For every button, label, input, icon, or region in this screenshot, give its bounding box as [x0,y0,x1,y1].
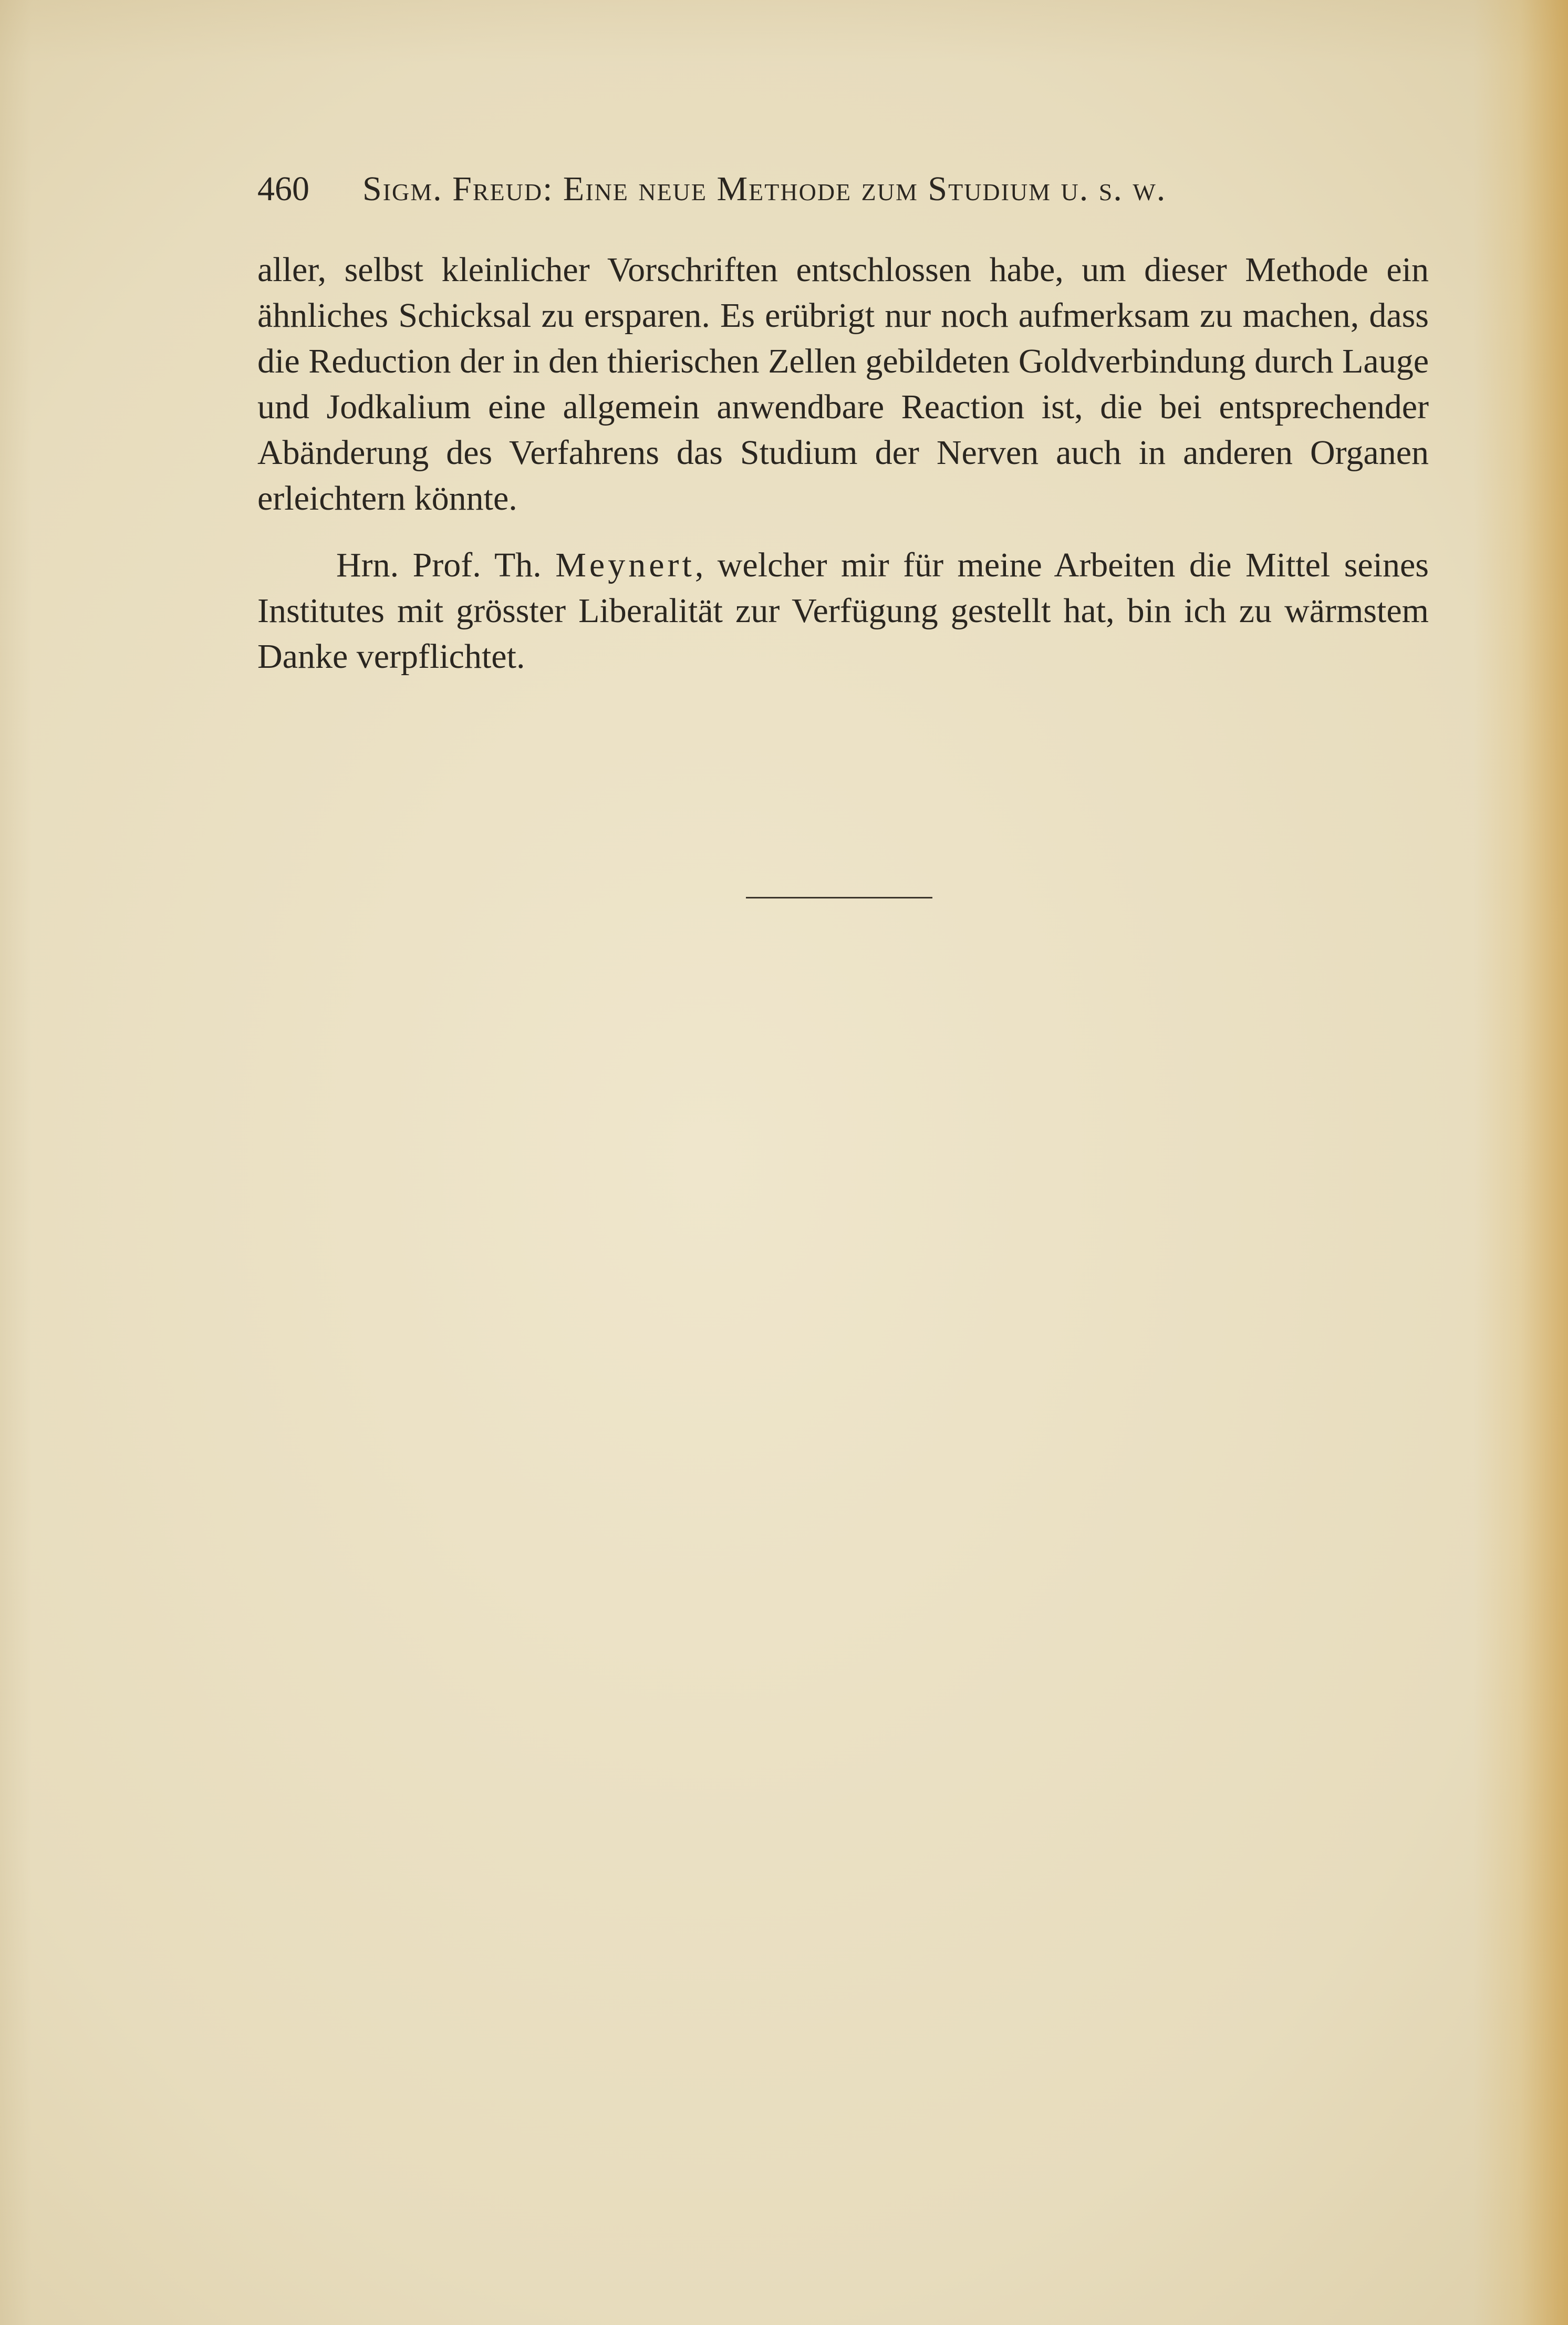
end-rule [746,897,932,898]
running-header [257,158,1429,221]
acknowledgement-rest: , welcher mir für meine Arbeiten die Mittel seines Institutes mit grösster Liberalität zur Verfügung gestellt hat, bin ich zu wärmstem Danke verpflichtet. [257,546,1429,676]
running-title: Sigm. Freud: Eine neue Methode zum Studium u. s. w. [362,170,1167,208]
page-number: 460 [257,170,309,208]
name-meynert: Meynert [555,546,695,584]
acknowledgement-prefix: Hrn. Prof. Th. [336,546,556,584]
paragraph-acknowledgement [257,542,1429,679]
body-text [257,247,1429,700]
paragraph-continuation: aller, selbst kleinlicher Vorschriften entschlossen habe, um dieser Methode ein ähnliches Schicksal zu ersparen. Es erübrigt nur noch aufmerksam zu machen, dass die Reduction der in den thierischen Zellen gebildeten Goldverbindung durch Lauge und Jodkalium eine allgemein anwendbare Reaction ist, die bei entsprechender Abänderung des Verfahrens das Studium der Nerven auch in anderen Organen erleichtern könnte. [257,251,1429,518]
